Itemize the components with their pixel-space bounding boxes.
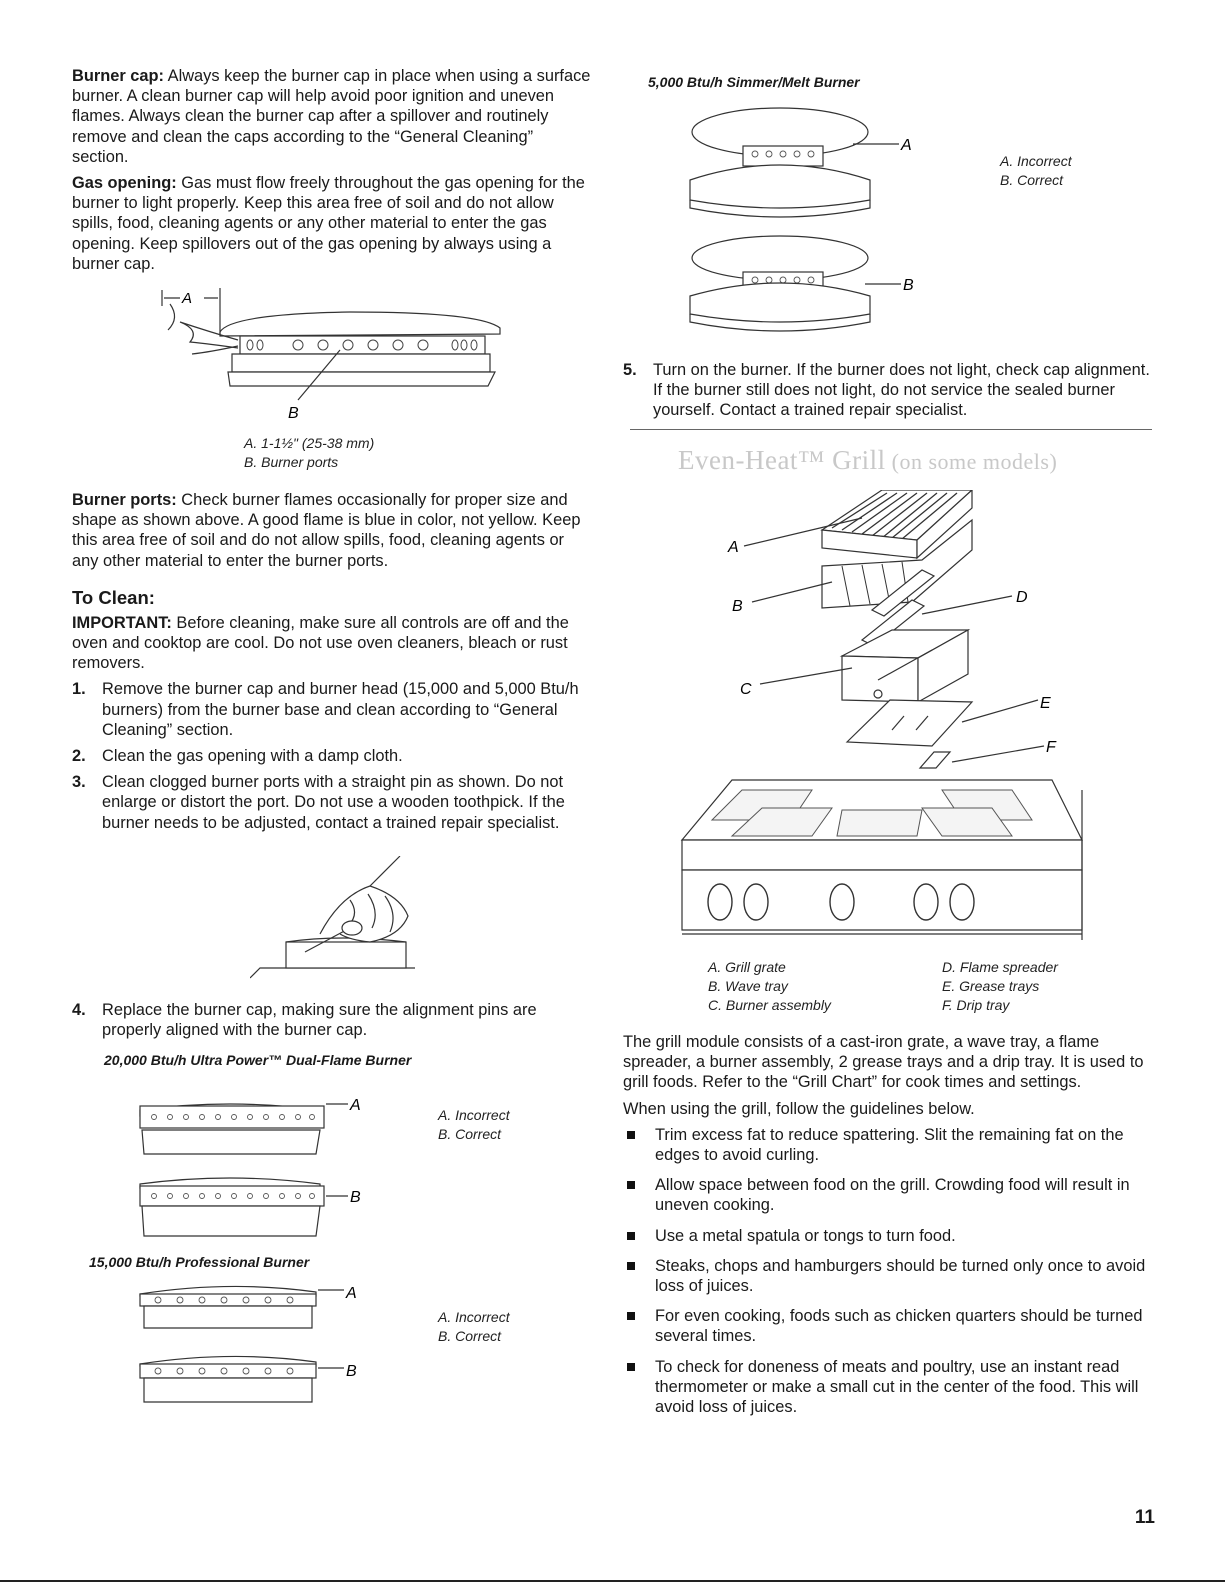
gas-opening-lead: Gas opening: — [72, 174, 177, 193]
cleaning-step: 4. Replace the burner cap, making sure the alignment pins are properly aligned with the burner cap. — [72, 1001, 537, 1040]
grill-section-title: Even-Heat™ Grill (on some models) — [678, 445, 1058, 475]
section-divider — [630, 429, 1152, 430]
simmer-correct — [690, 236, 914, 331]
grill-caption: D. Flame spreader — [942, 959, 1058, 975]
cleaning-steps — [72, 679, 592, 832]
simmer-caption-a: A. Incorrect — [1000, 153, 1072, 169]
drip-tray — [920, 752, 950, 768]
gas-opening-paragraph — [72, 173, 592, 274]
list-item: Use a metal spatula or tongs to turn food. — [623, 1226, 1153, 1246]
grill-text-block — [623, 1032, 1153, 1427]
burner-head-shape — [286, 942, 406, 968]
cleaning-step: 3. Clean clogged burner ports with a straight pin as shown. Do not enlarge or distort the port. Do not use a wooden toothpick. If the burner needs to be adjusted, contact a trained repair specialist. — [72, 773, 565, 832]
grill-label-e: E — [1040, 695, 1051, 712]
grill-caption: C. Burner assembly — [708, 997, 831, 1013]
dual-flame-figure — [130, 1096, 370, 1256]
grill-captions-left — [708, 958, 831, 1015]
burner-port-ring — [240, 336, 485, 354]
dual-flame-label-a: A — [350, 1097, 361, 1114]
simmer-captions — [1000, 152, 1072, 190]
grill-label-c: C — [740, 681, 752, 698]
professional-correct — [140, 1356, 357, 1402]
simmer-incorrect — [690, 108, 912, 217]
professional-captions — [438, 1308, 510, 1346]
grill-caption: E. Grease trays — [942, 978, 1040, 994]
list-item: For even cooking, foods such as chicken quarters should be turned several times. — [623, 1306, 1153, 1346]
step4-block — [72, 1000, 592, 1046]
burner-cap-text: Always keep the burner cap in place when using a surface burner. A clean burner cap will help avoid poor ignition and uneven flames. Always clean the burner cap after a spillover and routinely remove and clean the caps according to the “General Cleaning” section. — [72, 67, 591, 166]
burner-base-bottom — [228, 372, 495, 386]
simmer-caption-b: B. Correct — [1000, 172, 1064, 188]
burner-cap-paragraph — [72, 66, 592, 167]
to-clean-heading: To Clean: — [72, 586, 155, 608]
important-paragraph — [72, 613, 592, 674]
important-text: Before cleaning, make sure all controls are off and the oven and cooktop are cool. Do not use oven cleaners, bleach or rust removers. — [72, 613, 569, 673]
step5-block — [623, 360, 1153, 427]
grill-caption: B. Wave tray — [708, 978, 788, 994]
range-cooktop — [682, 780, 1082, 940]
grill-guidelines-list — [623, 1125, 1153, 1417]
page-number: 11 — [1134, 1507, 1155, 1528]
cleaning-step: 5. Turn on the burner. If the burner does not light, check cap alignment. If the burner still does not light, do not service the sealed burner yourself. Contact a trained repair specialist. — [623, 361, 1150, 420]
cleaning-step: 2. Clean the gas opening with a damp cloth. — [72, 747, 403, 766]
dual-flame-label-b: B — [350, 1189, 361, 1206]
simmer-title: 5,000 Btu/h Simmer/Melt Burner — [648, 74, 860, 90]
grill-label-d: D — [1016, 589, 1028, 606]
control-panel — [682, 870, 1082, 930]
grill-label-a: A — [728, 539, 739, 556]
left-column — [72, 66, 592, 280]
professional-incorrect — [140, 1285, 357, 1328]
list-item: Allow space between food on the grill. Crowding food will result in uneven cooking. — [623, 1175, 1153, 1215]
grill-intro: The grill module consists of a cast-iron grate, a wave tray, a flame spreader, a burner assembly, 2 grease trays and a drip tray. It is used to grill foods. Refer to the “Grill Chart” for cook times and settings. — [623, 1033, 1144, 1092]
burner-base-top — [232, 354, 490, 372]
grill-exploded-figure — [672, 490, 1102, 960]
burner-ports-paragraph — [72, 490, 592, 571]
professional-label-a: A — [346, 1285, 357, 1302]
professional-caption-a: A. Incorrect — [438, 1309, 510, 1325]
dual-flame-captions — [438, 1106, 510, 1144]
left-column-lower — [72, 490, 592, 839]
simmer-label-b: B — [903, 277, 914, 294]
simmer-label-a: A — [901, 137, 912, 154]
important-lead: IMPORTANT: — [72, 613, 172, 632]
grease-tray — [847, 700, 972, 746]
grill-caption: A. Grill grate — [708, 959, 786, 975]
burner-side-view-figure — [150, 282, 510, 432]
burner-assembly — [842, 630, 968, 702]
list-item: To check for doneness of meats and poultry, use an instant read thermometer or make a small cut in the center of the food. This will avoid loss of juices. — [623, 1357, 1153, 1418]
figure1-label-b: B — [288, 405, 299, 422]
professional-burner-figure — [130, 1278, 370, 1418]
list-item: Trim excess fat to reduce spattering. Slit the remaining fat on the edges to avoid curling. — [623, 1125, 1153, 1165]
grill-guidelines-intro: When using the grill, follow the guidelines below. — [623, 1099, 975, 1118]
dual-flame-caption-a: A. Incorrect — [438, 1107, 510, 1123]
dual-flame-incorrect — [140, 1097, 361, 1154]
burner-ports-lead: Burner ports: — [72, 491, 177, 509]
grill-label-b: B — [732, 598, 743, 615]
list-item: Steaks, chops and hamburgers should be turned only once to avoid loss of juices. — [623, 1256, 1153, 1296]
professional-title: 15,000 Btu/h Professional Burner — [89, 1254, 310, 1270]
burner-ports-text: Check burner flames occasionally for proper size and shape as shown above. A good flame is blue in color, not yellow. Keep this area free of soil and do not allow spills, food, cleaning agents or any other material to enter the burner ports. — [72, 491, 581, 570]
burner-cap-lead: Burner cap: — [72, 67, 164, 85]
grill-captions-right — [942, 958, 1058, 1015]
grill-caption: F. Drip tray — [942, 997, 1010, 1013]
bottom-border — [0, 1580, 1225, 1582]
simmer-burner-figure — [685, 100, 925, 346]
figure1-caption-b: B. Burner ports — [244, 454, 339, 470]
figure1-label-a: A — [182, 290, 193, 307]
professional-label-b: B — [346, 1363, 357, 1380]
figure1-caption-a: A. 1-1½" (25-38 mm) — [244, 435, 375, 451]
dual-flame-correct — [140, 1178, 361, 1236]
professional-caption-b: B. Correct — [438, 1328, 502, 1344]
control-knobs — [708, 884, 974, 920]
dual-flame-title: 20,000 Btu/h Ultra Power™ Dual-Flame Burner — [104, 1052, 412, 1068]
cleaning-step: 1. Remove the burner cap and burner head (15,000 and 5,000 Btu/h burners) from the burner base and clean according to “General Cleaning” section. — [72, 680, 579, 739]
figure1-captions — [244, 434, 374, 472]
dual-flame-caption-b: B. Correct — [438, 1126, 502, 1142]
pin-cleaning-figure — [250, 856, 420, 986]
burner-cap-shape — [220, 312, 500, 336]
gas-opening-text: Gas must flow freely throughout the gas opening for the burner to light properly. Keep this area free of soil and do not allow spills, food, cleaning agents or any other material to enter the gas opening. Keep spillovers out of the gas opening by always using a burner cap. — [72, 174, 585, 273]
grill-label-f: F — [1046, 739, 1056, 756]
hand-shape — [320, 856, 408, 942]
